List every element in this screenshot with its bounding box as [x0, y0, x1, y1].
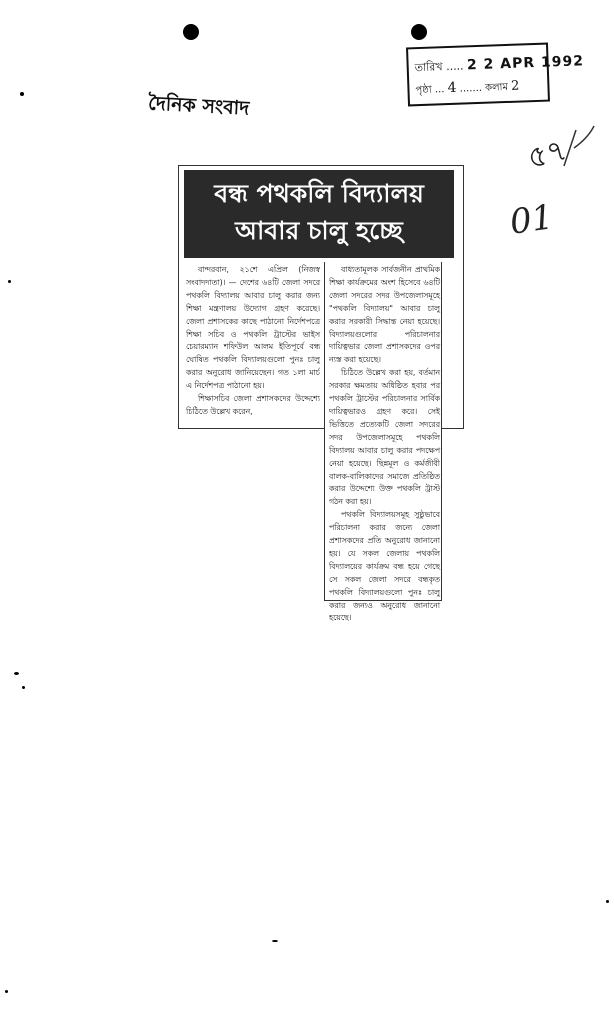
left-paragraph-1: বান্দরবান, ২১শে এপ্রিল (নিজস্ব সংবাদদাতা)। — দেশের ৬৪টি জেলা সদরে পথকলি বিদ্যালয় আবার চালু করার জন্য শিক্ষা মন্ত্রণালয় উদ্যোগ গ্রহণ করেছে। জেলা প্রশাসকের কাছে পাঠানো নির্দেশপত্রে শিক্ষা সচিব ও পথকলি ট্রাস্টের ভাইস চেয়ারম্যান শফিউল আলম ইতিপূর্বে বন্ধ ঘোষিত পথকলি বিদ্যালয়গুলো পুনঃ চালু করার অনুরোধ জানিয়েছেন। গত ১লা মার্চ এ নির্দেশপত্র পাঠানো হয়। — [186, 265, 320, 391]
left-paragraph-2: শিক্ষাসচিব জেলা প্রশাসকদের উদ্দেশ্যে চিঠিতে উল্লেখ করেন, — [186, 394, 320, 416]
handwritten-check-mark — [560, 118, 600, 178]
newspaper-name: দৈনিক সংবাদ — [147, 92, 250, 120]
right-paragraph-1: বাধ্যতামূলক সার্বজনীন প্রাথমিক শিক্ষা কার্যক্রমের অংশ হিসেবে ৬৪টি জেলা সদরের সদর উপজেলাসমূহে "পথকলি বিদ্যালয়" আবার চালু করার সরকারী সিদ্ধান্ত নেয়া হয়েছে। বিদ্যালয়গুলোর পরিচালনার দায়িত্বভার জেলা প্রশাসকদের ওপর ন্যস্ত করা হয়েছে। — [329, 265, 440, 365]
punch-hole-left — [183, 24, 199, 40]
article-column-right — [329, 264, 440, 625]
handwritten-margin-note: ৫৭ — [523, 132, 571, 177]
article-column-left — [186, 264, 320, 419]
headline-line-2: আবার চালু হচ্ছে — [235, 216, 403, 245]
date-stamp: তারিখ ..... 2 2 APR 1992 পৃষ্ঠা ... 4 ....... কলাম 2 — [406, 43, 550, 107]
right-paragraph-3: পথকলি বিদ্যালয়সমূহ সুষ্ঠুভাবে পরিচালনা করার জন্যে জেলা প্রশাসকদের প্রতি অনুরোধ জানানো হয়। যে সকল জেলায় পথকলি বিদ্যালয়ের কার্যক্রম বন্ধ হয়ে গেছে সে সকল জেলা সদরে বন্ধকৃত পথকলি বিদ্যালয়গুলো পুনঃ চালু করার জন্যও অনুরোধ জানানো হয়েছে। — [329, 510, 440, 623]
scan-speck — [272, 940, 278, 942]
stamp-column-value: 2 — [510, 78, 520, 94]
stamp-page-label: পৃষ্ঠা — [415, 84, 432, 97]
scan-speck — [14, 672, 19, 675]
scan-speck — [606, 900, 609, 903]
scan-speck — [22, 686, 25, 689]
stamp-page-value: 4 — [447, 79, 457, 97]
article-headline — [184, 170, 454, 258]
handwritten-page-mark: 01 — [507, 197, 556, 243]
stamp-date: 2 2 APR 1992 — [466, 53, 585, 74]
punch-hole-right — [411, 24, 427, 40]
scan-speck — [20, 92, 24, 96]
scan-speck — [5, 990, 8, 993]
headline-line-1: বন্ধ পথকলি বিদ্যালয় — [214, 179, 424, 208]
stamp-column-label: কলাম — [484, 81, 509, 94]
right-paragraph-2: চিঠিতে উল্লেখ করা হয়, বর্তমান সরকার ক্ষমতায় অধিষ্ঠিত হবার পর পথকলি ট্রাস্টের পরিচালনার সার্বিক দায়িত্বভারও গ্রহণ করে। সেই ভিত্তিতে প্রত্যেকটি জেলা সদরের সদর উপজেলাসমূহে পথকলি বিদ্যালয় আবার চালু করার পদক্ষেপ নেয়া হয়েছে। ছিন্নমূল ও কর্মজীবী বালক-বালিকাদের সমাজে প্রতিষ্ঠিত করার উদ্দেশ্যে উক্ত পথকলি ট্রাস্ট গঠন করা হয়। — [329, 368, 440, 507]
scan-speck — [8, 280, 11, 283]
stamp-date-label: তারিখ — [414, 60, 443, 75]
